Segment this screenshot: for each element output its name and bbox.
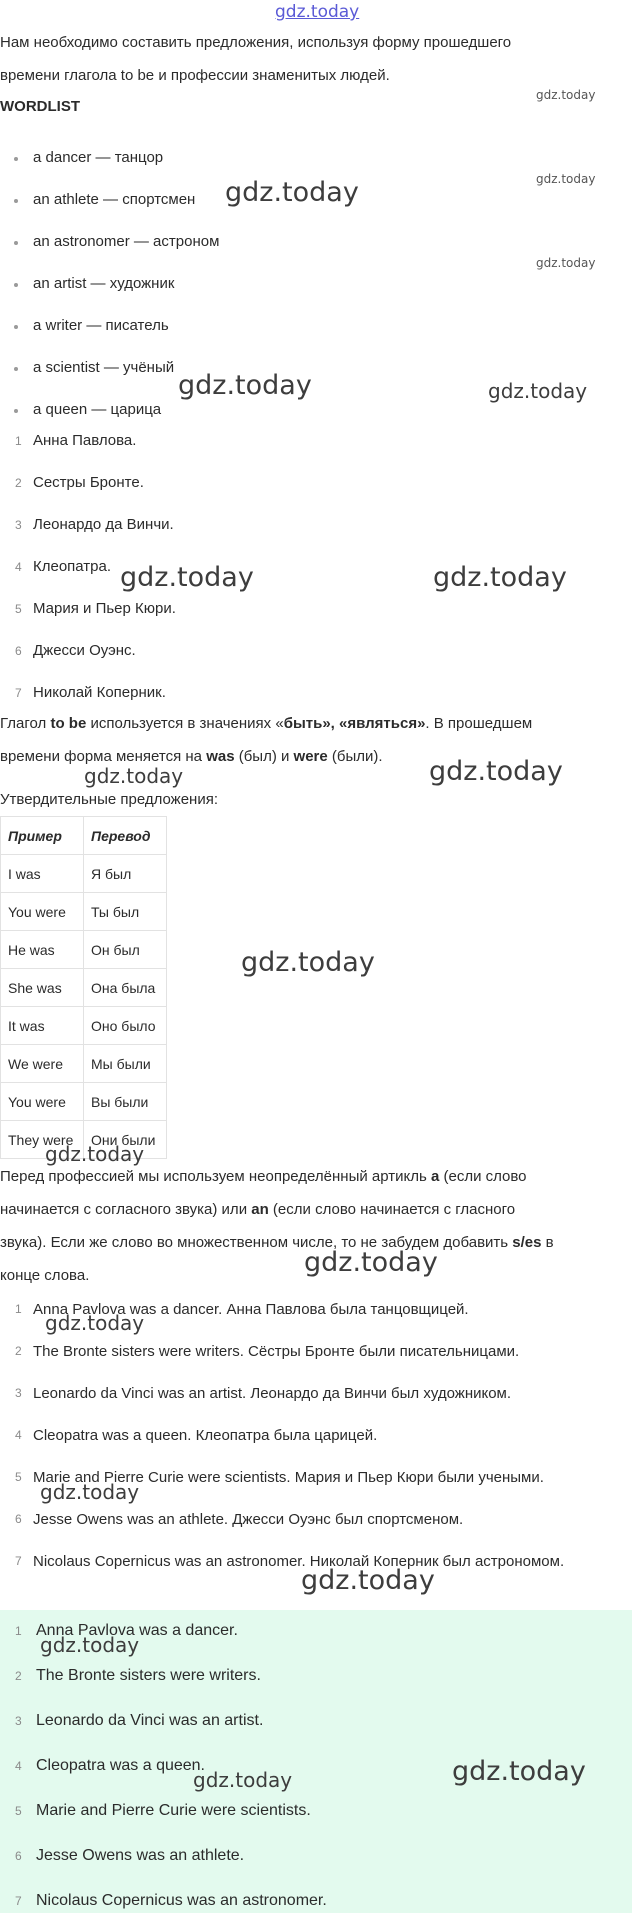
list-item: 1 Анна Павлова. <box>15 432 137 449</box>
watermark: gdz.today <box>225 177 359 208</box>
list-item: a scientist — учёный <box>0 347 219 389</box>
list-item: 5 Marie and Pierre Curie were scientists. <box>15 1802 311 1819</box>
watermark: gdz.today <box>40 1633 140 1657</box>
table-row: You were Вы были <box>1 1083 167 1121</box>
task-line-2: времени глагола to be и профессии знаменитых людей. <box>0 67 390 84</box>
table-row: She was Она была <box>1 969 167 1007</box>
list-item: 3 Leonardo da Vinci was an artist. <box>15 1712 264 1729</box>
watermark: gdz.today <box>178 370 312 401</box>
list-item: 6 Jesse Owens was an athlete. <box>15 1847 245 1864</box>
list-item: 5 Marie and Pierre Curie were scientists. Мария и Пьер Кюри были учеными. <box>15 1469 544 1486</box>
article-line-3: звука). Если же слово во множественном числе, то не забудем добавить s/es в <box>0 1234 554 1251</box>
table-header-row <box>1 817 167 855</box>
article-line-2: начинается с согласного звука) или an (если слово начинается с гласного <box>0 1201 516 1218</box>
watermark: gdz.today <box>488 379 588 403</box>
table-row: It was Оно было <box>1 1007 167 1045</box>
list-item: 6 Джесси Оуэнс. <box>15 642 136 659</box>
task-line-1: Нам необходимо составить предложения, используя форму прошедшего <box>0 34 512 51</box>
watermark: gdz.today <box>452 1756 586 1787</box>
table-row: He was Он был <box>1 931 167 969</box>
list-item: an athlete — спортсмен <box>0 179 219 221</box>
watermark: gdz.today <box>301 1565 435 1596</box>
list-item: 5 Мария и Пьер Кюри. <box>15 600 176 617</box>
list-item: an astronomer — астроном <box>0 221 219 263</box>
affirm-label: Утвердительные предложения: <box>0 791 219 808</box>
watermark: gdz.today <box>536 256 596 270</box>
watermark: gdz.today <box>433 562 567 593</box>
watermark: gdz.today <box>84 764 184 788</box>
list-item: 2 The Bronte sisters were writers. <box>15 1667 261 1684</box>
table-header: Перевод <box>84 817 167 855</box>
watermark: gdz.today <box>45 1142 145 1166</box>
watermark-top: gdz.today <box>275 2 360 22</box>
list-item: 2 The Bronte sisters were writers. Сёстры Бронте были писательницами. <box>15 1343 520 1360</box>
wordlist-heading: WORDLIST <box>0 98 80 115</box>
watermark: gdz.today <box>193 1768 293 1792</box>
list-item: 6 Jesse Owens was an athlete. Джесси Оуэнс был спортсменом. <box>15 1511 464 1528</box>
watermark: gdz.today <box>536 88 596 102</box>
explain-line-1: Глагол to be используется в значениях «быть», «являться». В прошедшем <box>0 715 533 732</box>
watermark: gdz.today <box>120 562 254 593</box>
list-item: 2 Сестры Бронте. <box>15 474 144 491</box>
list-item: an artist — художник <box>0 263 219 305</box>
list-item: 3 Леонардо да Винчи. <box>15 516 174 533</box>
watermark: gdz.today <box>40 1480 140 1504</box>
table-row: We were Мы были <box>1 1045 167 1083</box>
to-be-table <box>0 816 167 1159</box>
list-item: 4 Клеопатра. <box>15 558 112 575</box>
list-item: 3 Leonardo da Vinci was an artist. Леонардо да Винчи был художником. <box>15 1385 512 1402</box>
watermark: gdz.today <box>429 756 563 787</box>
watermark: gdz.today <box>241 947 375 978</box>
watermark: gdz.today <box>536 172 596 186</box>
list-item: 7 Nicolaus Copernicus was an astronomer. <box>15 1892 327 1909</box>
list-item: 7 Николай Коперник. <box>15 684 166 701</box>
list-item: 1 Anna Pavlova was a dancer. <box>15 1622 238 1639</box>
table-row: You were Ты был <box>1 893 167 931</box>
article-line-4: конце слова. <box>0 1267 90 1284</box>
list-item: a queen — царица <box>0 389 219 431</box>
answers-list <box>0 1293 632 1578</box>
list-item: 4 Cleopatra was a queen. <box>15 1757 205 1774</box>
watermark: gdz.today <box>45 1311 145 1335</box>
list-item: 4 Cleopatra was a queen. Клеопатра была царицей. <box>15 1427 378 1444</box>
list-item: 1 Anna Pavlova was a dancer. Анна Павлова была танцовщицей. <box>15 1301 469 1318</box>
list-item: a dancer — танцор <box>0 137 219 179</box>
list-item: a writer — писатель <box>0 305 219 347</box>
table-header: Пример <box>1 817 84 855</box>
article-line-1: Перед профессией мы используем неопределённый артикль a (если слово <box>0 1168 527 1185</box>
list-item: 7 Nicolaus Copernicus was an astronomer. Николай Коперник был астрономом. <box>15 1553 565 1570</box>
explain-line-2: времени форма меняется на was (был) и were (были). <box>0 748 383 765</box>
table-row: I was Я был <box>1 855 167 893</box>
table-row: They were Они были <box>1 1121 167 1159</box>
watermark: gdz.today <box>304 1247 438 1278</box>
